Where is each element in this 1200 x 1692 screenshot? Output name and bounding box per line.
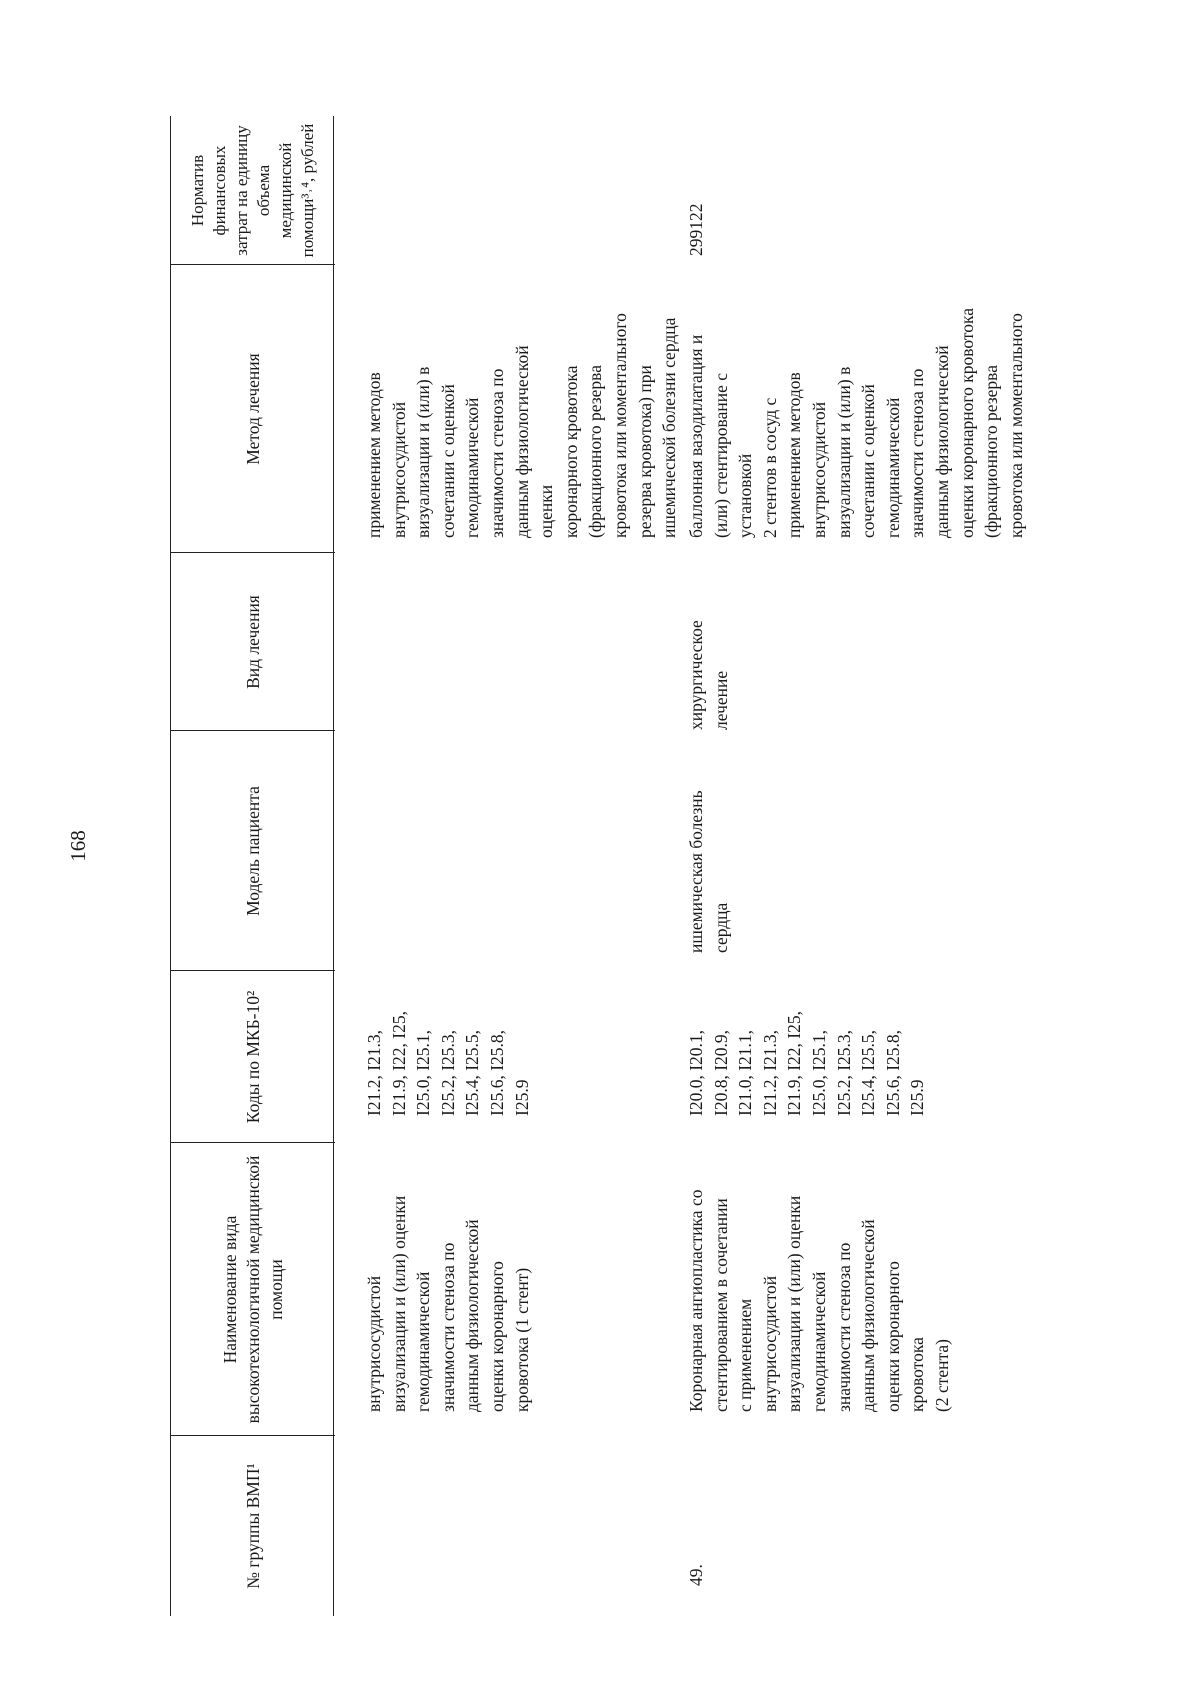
text-line: I25.9 <box>907 1079 928 1116</box>
text-line: значимости стеноза по <box>486 368 507 538</box>
text-line: I25.2, I25.3, <box>833 1029 854 1116</box>
row2-method <box>684 308 1028 538</box>
text-line: оценки коронарного кровотока <box>956 307 977 538</box>
text-line: оценки коронарного <box>882 1261 903 1412</box>
header-care-name: Наименование вида высокотехнологичной медицинской помощи <box>219 1155 286 1424</box>
text-line: (или) стентирование с <box>710 373 731 538</box>
text-line: лечение <box>710 670 731 730</box>
text-line: применением методов <box>784 372 805 538</box>
text-line: установкой <box>735 453 756 538</box>
header-cost-norm: Норматив финансовых затрат на единицу объема медицинской помощи³˒⁴, рублей <box>188 123 317 258</box>
page-number: 168 <box>65 830 90 862</box>
text-line: I25.6, I25.8, <box>486 1029 507 1116</box>
text-line: (фракционного резерва <box>585 365 606 538</box>
text-line: визуализации и (или) оценки <box>388 1195 409 1412</box>
text-line: кровотока или моментального <box>1005 313 1026 538</box>
text-line: сочетании с оценкой <box>858 384 879 538</box>
text-line: I25.0, I25.1, <box>808 1029 829 1116</box>
text-line: визуализации и (или) в <box>833 366 854 538</box>
text-line: I25.6, I25.8, <box>882 1029 903 1116</box>
header-icd-codes: Коды по МКБ-10² <box>242 990 263 1124</box>
text-line: значимости стеноза по <box>833 1242 854 1412</box>
text-line: I25.4, I25.5, <box>462 1029 483 1116</box>
text-line: внутрисосудистой <box>388 401 409 538</box>
text-line: I25.4, I25.5, <box>858 1029 879 1116</box>
text-line: ишемическая болезнь <box>686 790 706 953</box>
text-line: оценки коронарного <box>486 1261 507 1412</box>
row2-group-number: 49. <box>686 1564 706 1586</box>
text-line: внутрисосудистой <box>759 1275 780 1412</box>
text-line: I21.9, I22, I25, <box>784 1011 805 1116</box>
text-line: (фракционного резерва <box>981 365 1002 538</box>
text-line: данным физиологической <box>931 345 952 538</box>
text-line: данным физиологической <box>462 1219 483 1412</box>
text-line: баллонная вазодилатация и <box>686 334 706 538</box>
row1-method <box>362 313 682 538</box>
row1-icd-codes <box>362 1011 534 1116</box>
text-line: с применением <box>735 1298 756 1412</box>
text-line: I25.9 <box>511 1079 532 1116</box>
text-line: (2 стента) <box>931 1339 952 1412</box>
text-line: гемодинамической <box>808 1271 829 1412</box>
text-line: хирургическое <box>686 620 706 730</box>
text-line: внутрисосудистой <box>808 401 829 538</box>
row2-cost: 299122 <box>686 203 706 256</box>
text-line: кровотока <box>907 1337 928 1412</box>
header-treatment-type: Вид лечения <box>242 595 263 689</box>
text-line: сочетании с оценкой <box>437 384 458 538</box>
text-line: стентированием в сочетании <box>710 1198 731 1412</box>
text-line: Коронарная ангиопластика со <box>686 1189 706 1412</box>
text-line: оценки <box>536 484 557 538</box>
row2-icd-codes <box>684 1011 930 1116</box>
text-line: значимости стеноза по <box>907 368 928 538</box>
row2-name <box>684 1190 955 1412</box>
text-line: внутрисосудистой <box>364 1275 384 1412</box>
text-line: I21.2, I21.3, <box>364 1029 384 1116</box>
text-line: значимости стеноза по <box>437 1242 458 1412</box>
text-line: визуализации и (или) оценки <box>784 1195 805 1412</box>
text-line: I20.0, I20.1, <box>686 1029 706 1116</box>
text-line: применением методов <box>364 372 384 538</box>
table-header-row <box>170 116 334 1616</box>
text-line: кровотока или моментального <box>609 313 630 538</box>
text-line: I21.2, I21.3, <box>759 1029 780 1116</box>
text-line: коронарного кровотока <box>560 365 581 538</box>
row1-name <box>362 1196 534 1412</box>
row2-patient-model <box>684 790 733 953</box>
text-line: визуализации и (или) в <box>413 366 434 538</box>
text-line: I25.2, I25.3, <box>437 1029 458 1116</box>
header-treatment-method: Метод лечения <box>242 353 263 465</box>
text-line: I25.0, I25.1, <box>413 1029 434 1116</box>
text-line: I21.9, I22, I25, <box>388 1011 409 1116</box>
header-group-number: № группы ВМП¹ <box>242 1463 263 1589</box>
text-line: 2 стентов в сосуд с <box>759 397 780 538</box>
rotated-table <box>170 116 1170 1616</box>
text-line: гемодинамической <box>413 1271 434 1412</box>
text-line: гемодинамической <box>462 397 483 538</box>
header-patient-model: Модель пациента <box>242 786 263 916</box>
row2-treatment-type <box>684 620 733 730</box>
text-line: сердца <box>710 902 731 953</box>
text-line: ишемической болезни сердца <box>659 317 680 538</box>
text-line: данным физиологической <box>511 345 532 538</box>
text-line: данным физиологической <box>858 1219 879 1412</box>
text-line: кровотока (1 стент) <box>511 1267 532 1412</box>
text-line: I20.8, I20.9, <box>710 1029 731 1116</box>
text-line: I21.0, I21.1, <box>735 1029 756 1116</box>
text-line: гемодинамической <box>882 397 903 538</box>
text-line: резерва кровотока) при <box>634 365 655 538</box>
